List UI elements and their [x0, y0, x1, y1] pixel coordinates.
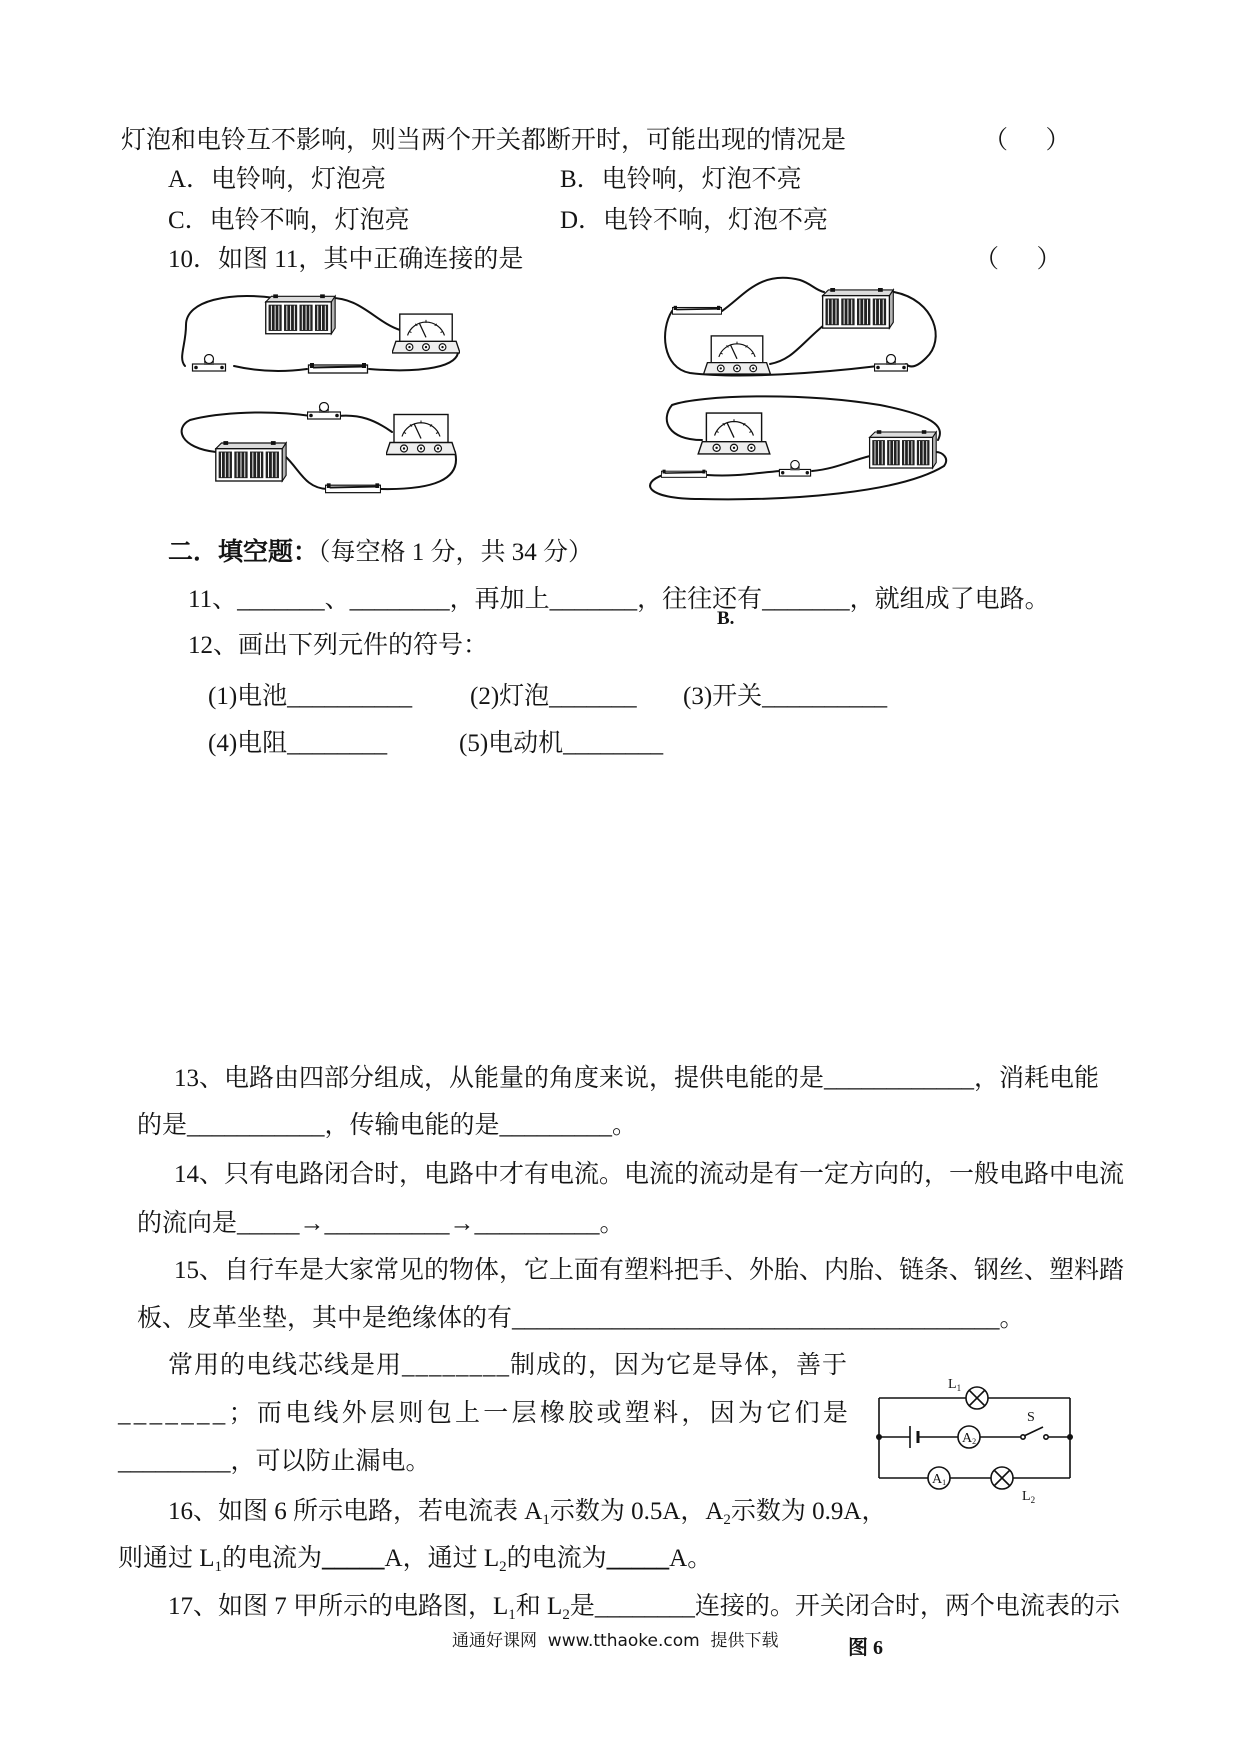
text-run: 的电流为 — [506, 1545, 607, 1572]
battery-icon — [266, 294, 335, 333]
figure-6-circuit-diagram — [860, 1360, 1090, 1510]
circuit-drawing-a — [182, 294, 460, 373]
battery-icon — [870, 430, 937, 468]
subscript: 2 — [499, 1559, 507, 1575]
q15-line-1: 15、自行车是大家常见的物体，它上面有塑料把手、外胎、内胎、链条、钢丝、塑料踏 — [174, 1257, 1125, 1284]
text-run: A。 — [669, 1545, 713, 1572]
q12-item-bulb: (2)灯泡_______ — [470, 683, 637, 710]
q15-wire-line-1: 常用的电线芯线是用________制成的，因为它是导体，善于 — [168, 1352, 849, 1379]
wire — [894, 292, 936, 366]
lamp-l2-label: $L_2$ — [1022, 1489, 1036, 1505]
ammeter-icon — [704, 336, 771, 374]
subscript: 2 — [723, 1512, 731, 1528]
figure-6-caption: 图 6 — [848, 1637, 883, 1659]
q16-line-1 — [168, 1497, 886, 1527]
wire — [770, 325, 824, 364]
bulb-icon — [779, 460, 810, 476]
q15-wire-line-3: _________，可以防止漏电。 — [118, 1448, 431, 1475]
q14-line-1: 14、只有电路闭合时，电路中才有电流。电流的流动是有一定方向的，一般电路中电流 — [174, 1161, 1125, 1188]
wire — [812, 456, 870, 471]
page-footer: 通通好课网 www.tthaoke.com 提供下载 — [452, 1631, 779, 1651]
switch-icon — [661, 470, 706, 478]
q9-answer-bracket: （ ） — [983, 127, 1071, 154]
wire — [722, 278, 824, 311]
q9-option-d: D．电铃不响，灯泡不亮 — [560, 207, 829, 234]
text-run: 16、如图 6 所示电路，若电流表 A — [168, 1498, 543, 1525]
bulb-icon — [875, 355, 908, 372]
ammeter-icon — [698, 413, 770, 454]
wire — [707, 471, 780, 476]
figure-11-circuits — [160, 270, 960, 515]
q9-stem: 灯泡和电铃互不影响，则当两个开关都断开时，可能出现的情况是 — [121, 127, 847, 154]
section-2-title: 二．填空题： — [168, 539, 319, 566]
q12-item-battery: (1)电池__________ — [208, 683, 413, 710]
q16-line-2 — [118, 1544, 712, 1574]
q9-option-b: B．电铃响，灯泡不亮 — [560, 166, 802, 193]
circuit-drawing-d — [650, 396, 946, 499]
section-2-heading — [168, 538, 593, 568]
lamp-l1-label: $L_1$ — [948, 1377, 962, 1393]
q11-stem: 11、_______、________，再加上_______，往往还有_______，就组成了电路。 — [188, 586, 1050, 613]
q15-line-2: 板、皮革坐垫，其中是绝缘体的有_______________________________________。 — [137, 1305, 1025, 1332]
q12-stem: 12、画出下列元件的符号： — [188, 632, 489, 659]
switch-icon — [325, 483, 380, 492]
q10-answer-bracket: （ ） — [974, 246, 1062, 273]
text-run: 的电流为 — [222, 1545, 323, 1572]
lamp-l1-icon — [966, 1387, 988, 1409]
switch-icon — [309, 363, 368, 373]
ammeter-a1-icon — [928, 1467, 950, 1489]
text-run: 和 L — [515, 1593, 563, 1620]
q12-item-resistor: (4)电阻________ — [208, 730, 388, 757]
wire — [381, 452, 456, 489]
q9-option-c: C．电铃不响，灯泡亮 — [168, 207, 410, 234]
text-run: 则通过 L — [118, 1545, 215, 1572]
text-run: 是________连接的。开关闭合时，两个电流表的示 — [569, 1593, 1120, 1620]
q15-wire-line-2: _______；而电线外层则包上一层橡胶或塑料，因为它们是 — [118, 1400, 852, 1427]
text-run: 17、如图 7 甲所示的电路图，L — [168, 1593, 509, 1620]
wire — [234, 366, 307, 371]
wire — [182, 296, 275, 366]
svg-text:A2: A2 — [962, 1431, 977, 1446]
stray-mark: B. — [717, 608, 735, 629]
ammeter-icon — [386, 415, 456, 455]
switch-s-label: S — [1027, 1410, 1035, 1425]
circuit-drawing-b — [665, 278, 936, 376]
subscript: 1 — [214, 1559, 223, 1575]
text-run: 示数为 0.5A，A — [549, 1498, 724, 1525]
q12-item-motor: (5)电动机________ — [459, 730, 664, 757]
bulb-icon — [308, 403, 341, 420]
circuit-drawing-c — [182, 403, 456, 493]
wire — [327, 298, 400, 330]
subscript: 1 — [542, 1512, 550, 1528]
wire — [338, 416, 392, 432]
answer-blank: _____ — [322, 1545, 385, 1572]
q13-line-2: 的是___________，传输电能的是_________。 — [137, 1112, 638, 1139]
section-2-scoring-note: （每空格 1 分，共 34 分） — [318, 539, 594, 566]
switch-icon — [672, 306, 721, 314]
switch-s-icon — [1021, 1427, 1048, 1439]
q12-item-switch: (3)开关__________ — [683, 683, 888, 710]
wire — [285, 456, 327, 489]
ammeter-a2-icon — [958, 1426, 980, 1448]
battery-icon — [216, 441, 286, 481]
q14-line-2: 的流向是_____→__________→__________。 — [137, 1210, 625, 1237]
subscript: 1 — [508, 1607, 516, 1623]
text-run: 示数为 0.9A， — [730, 1498, 887, 1525]
battery-icon — [823, 288, 894, 328]
lamp-l2-icon — [991, 1467, 1013, 1489]
q10-stem: 10．如图 11，其中正确连接的是 — [168, 246, 524, 273]
q9-option-a: A．电铃响，灯泡亮 — [168, 166, 387, 193]
ammeter-icon — [392, 314, 460, 353]
text-run: A，通过 L — [384, 1545, 500, 1572]
subscript: 2 — [562, 1607, 570, 1623]
bulb-icon — [193, 355, 226, 372]
answer-blank: _____ — [606, 1545, 670, 1572]
svg-text:A1: A1 — [932, 1472, 947, 1487]
q17-line-1 — [168, 1592, 1120, 1622]
battery-symbol-icon — [910, 1426, 918, 1448]
q13-line-1: 13、电路由四部分组成，从能量的角度来说，提供电能的是____________，消耗电能 — [174, 1065, 1100, 1092]
